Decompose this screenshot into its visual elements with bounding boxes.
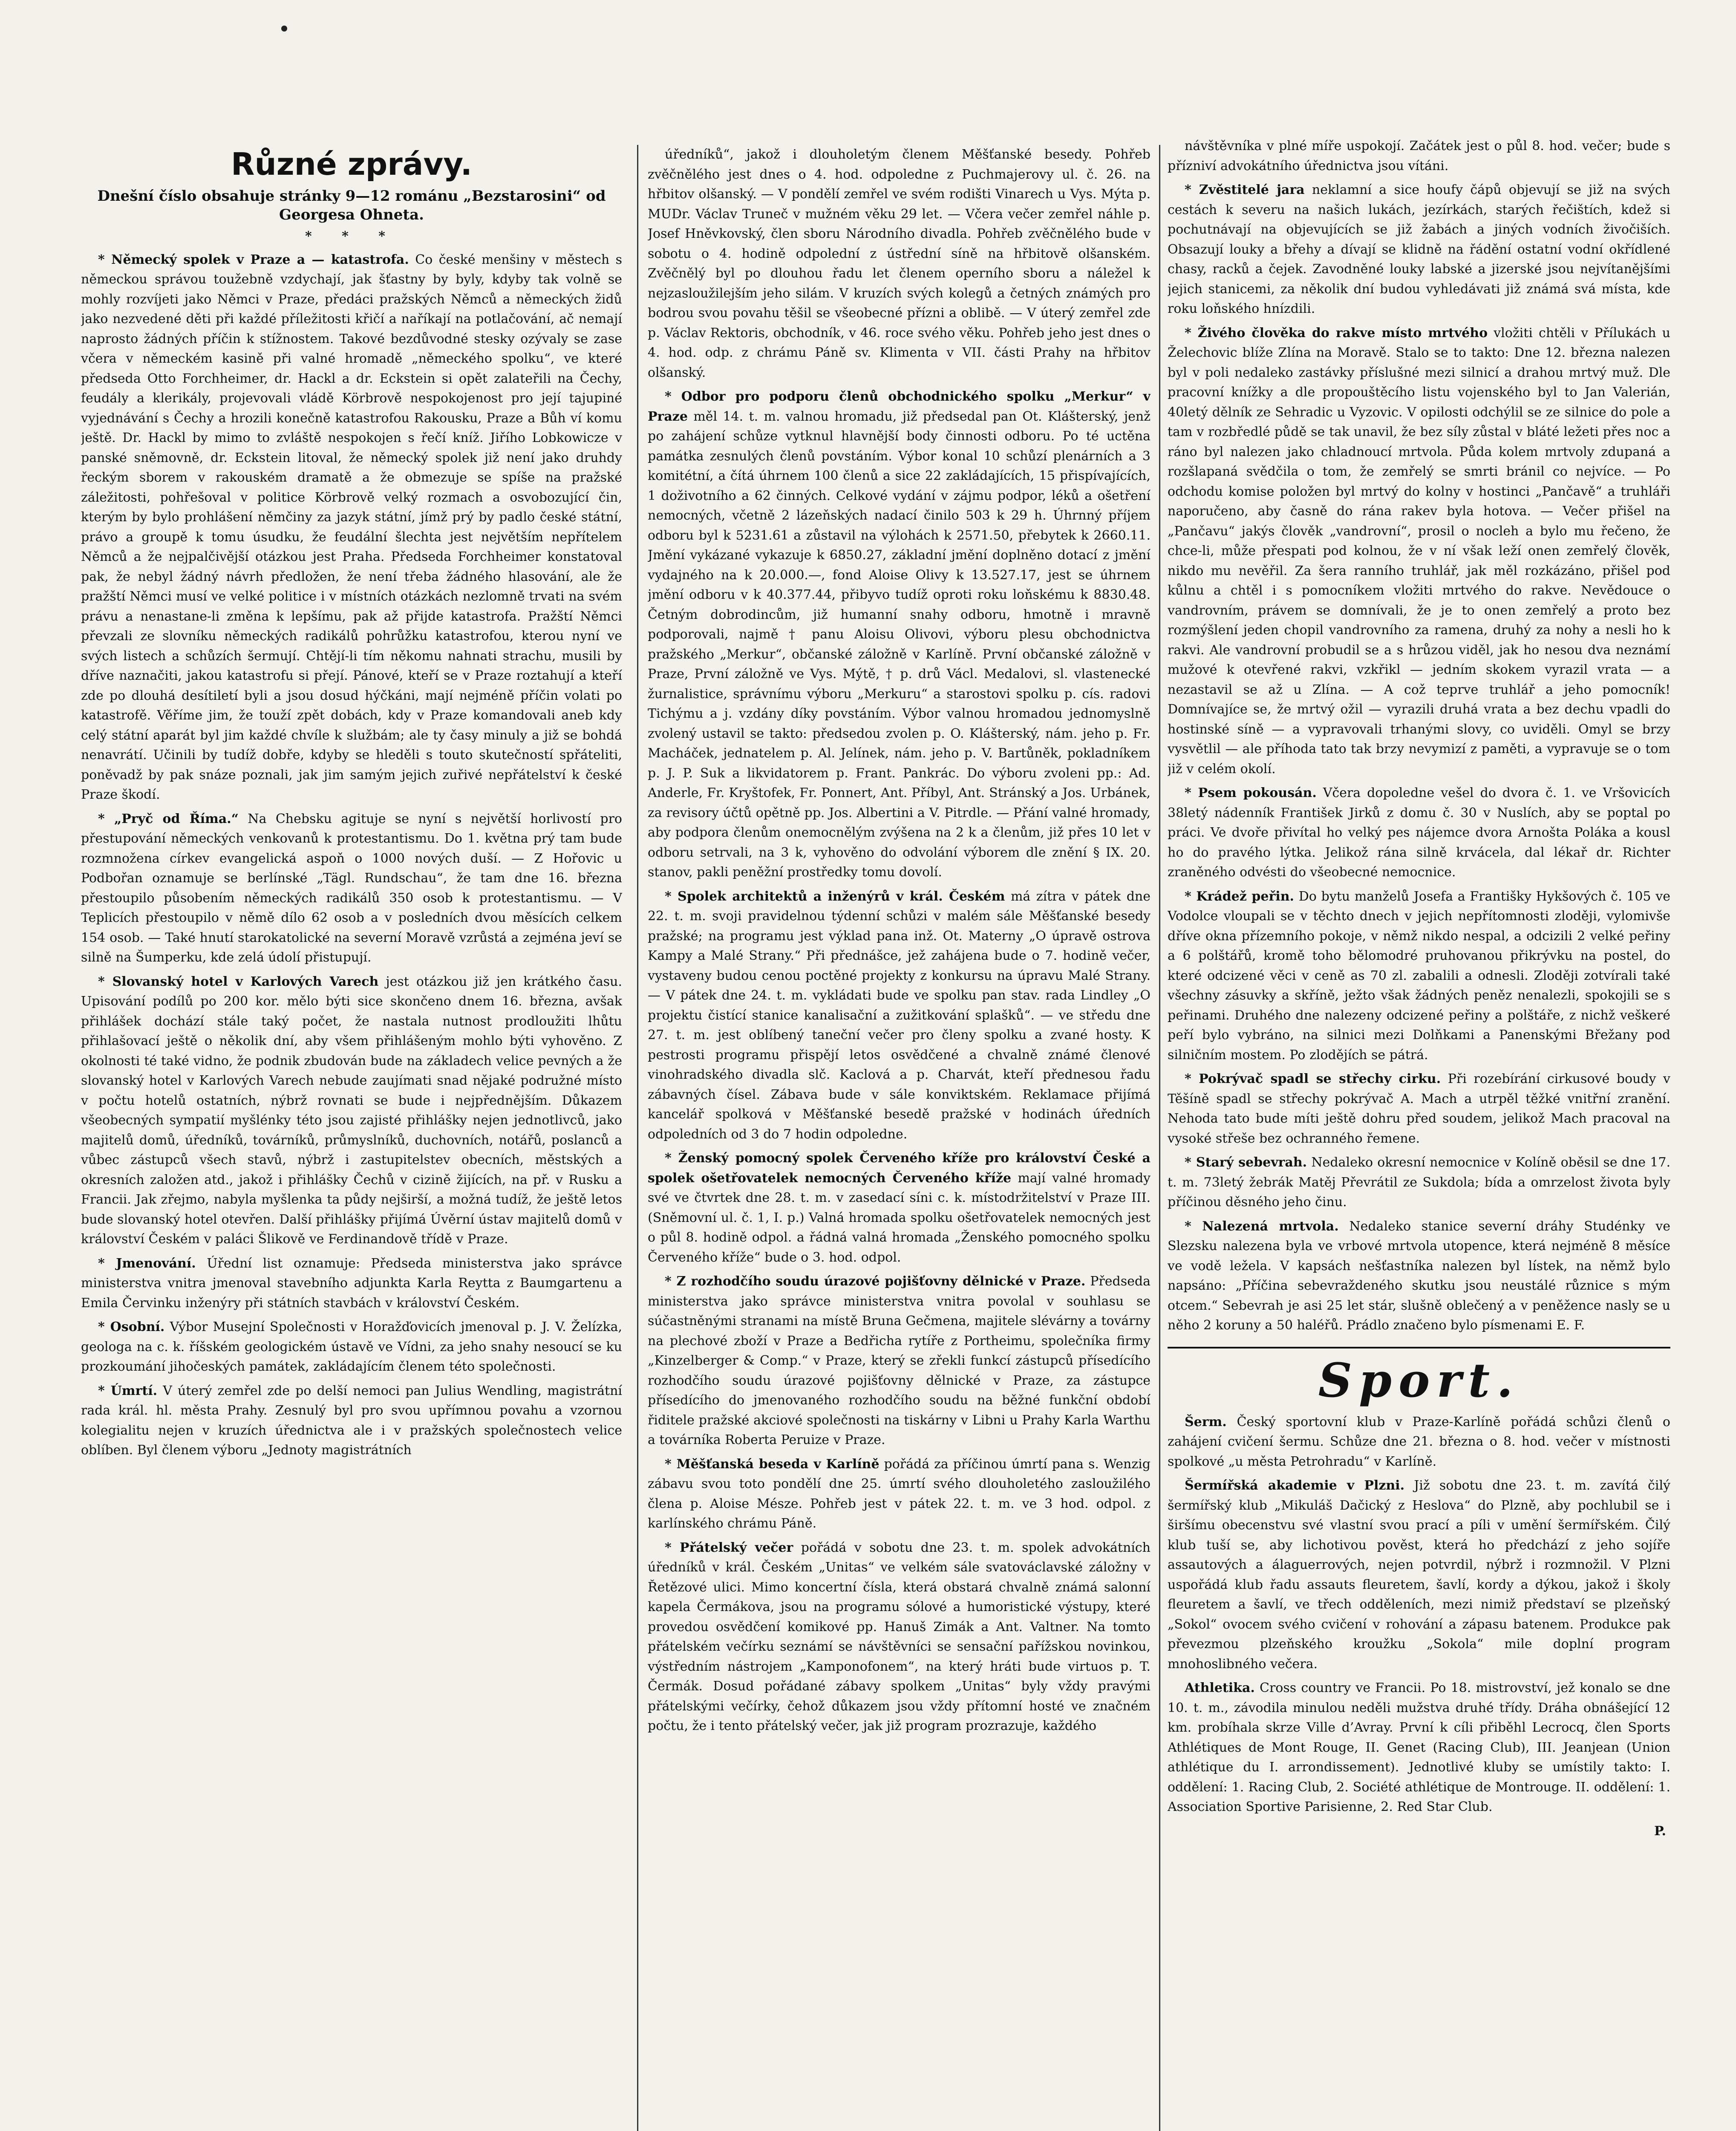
news-item [648,1455,1151,1534]
news-item-headline: * Odbor pro podporu členů obchodnického spolku „Merkur“ v Praze [648,389,1151,424]
news-items [1168,136,1670,1336]
news-item [1168,1678,1670,1817]
news-item-headline: * Psem pokousán. [1185,785,1317,800]
news-item [1168,1476,1670,1674]
news-item [648,145,1151,383]
news-item-headline: * Německý spolek v Praze a — katastrofa. [98,252,409,267]
news-item-body: Výbor Musejní Společnosti v Horažďovicích jmenoval p. J. V. Želízka, geologa na c. k. říšském geologickém ústavě ve Vídni, za jeho snahy nesoucí se ku prozkoumání jihočeských památek, zakládajícím členem této společnosti. [81,1320,622,1374]
author-signature: P. [1654,1823,1666,1839]
news-item [648,1272,1151,1450]
column-divider [637,145,638,2131]
news-item-headline: * Zvěstitelé jara [1185,182,1305,197]
news-item [1168,783,1670,883]
issue-notice: Dnešní číslo obsahuje stránky 9—12 románu „Bezstarosini“ od Georgesa Ohneta. [97,188,606,223]
news-item-body: V úterý zemřel zde po delší nemoci pan Julius Wendling, magistrátní rada král. hl. města Prahy. Zesnulý byl pro svou upřímnou povahu a vzornou kolegialitu nejen v kruzích úřednictva ale i v pražských společnostech velice oblíben. Byl členem výboru „Jednoty magistrátních [81,1383,622,1458]
news-item-headline: * „Pryč od Říma.“ [98,811,239,826]
sport-items [1168,1412,1670,1817]
news-item-headline: * Živého člověka do rakve místo mrtvého [1185,325,1488,341]
news-item [81,250,622,805]
news-item [1168,887,1670,1066]
print-speck [281,26,287,32]
news-item [1168,136,1670,176]
news-item-body: Český sportovní klub v Praze-Karlíně pořádá schůzi členů o zahájení cvičení šermu. Schůze dne 21. března o 8. hod. večer v místnosti spolkové „u města Petrohradu“ v Karlíně. [1168,1414,1670,1469]
news-item-headline: Šerm. [1185,1414,1227,1429]
news-item-body: vložiti chtěli v Přílukách u Želechovic blíže Zlína na Moravě. Stalo se to takto: Dne 12. března nalezen byl v poli nedaleko zastávky příslušné mezi silnicí a drahou mrtvý muž. Dle pracovní knížky a dle propouštěcího listu vojenského byl to Jan Valerián, 40letý dělník ze Sehradic u Vyzovic. V opilosti odchýlil se ze silnice do pole a tam v rozbředlé půdě se tak unavil, že bez síly zůstal v bláté ležeti přes noc a ráno byl nalezen jako chladnoucí mrtvola. Půda kolem mrtvoly zdupaná a rozšlapaná svědčila o tom, že zemřelý se smrti bránil co nejvíce. — Po odchodu komise položen byl mrtvý do kolny v hostinci „Pančavě“ a truhláři naporučeno, aby časně do rána rakev byla hotova. — Večer přišel na „Pančavu“ jakýs člověk „vandrovní“, prosil o nocleh a bylo mu řečeno, že chce-li, může přespati pod kolnou, že v ní však leží onen zemřelý člověk, nikdo mu nevěřil. Za šera ranního truhlář, jak měl rozkázáno, přišel pod kůlnu a chtěl i s pomocníkem vložiti mrtvého do rakve. Nevědouce o vandrovním, právem se domnívali, že je to onen zemřelý a proto bez rozmýšlení jeden chopil vandrovního za ramena, druhý za nohy a nesli ho k rakvi. Ale vandrovní probudil se a s hrůzou viděl, jak ho nesou dva neznámí mužové k otevřené rakvi, vzkřikl — jedním skokem vyrazil vrata — a nezastavil se až u Zlína. — A což teprve truhlář a jeho pomocník! Domnívajíce se, že mrtvý ožil — vyrazili druhá vrata a bez dechu vpadli do hostinské síně — a vypravovali trhanými slovy, co uviděli. Omyl se brzy vysvětlil — ale příhoda tato tak brzy nevymizí z paměti, a vypravuje se o tom již v celém okolí. [1168,325,1670,777]
news-item-body: pořádá v sobotu dne 23. t. m. spolek advokátních úředníků v král. Českém „Unitas“ ve velkém sále svatováclavské záložny v Řetězové ulici. Mimo koncertní čísla, která obstará chvalně známá salonní kapela Čermákova, jsou na programu sólové a humoristické výstupy, které provedou osvědčení komikové pp. Hanuš Zimák a Ant. Valtner. Na tomto přátelském večírku seznámí se návštěvníci se sensační pařížskou novinkou, výstředním nástrojem „Kamponofonem“, na který hráti bude virtuos p. T. Čermák. Dosud pořádané zábavy spolkem „Unitas“ byly vždy pravými přátelskými večírky, čehož důkazem jsou vždy přítomní hosté ve značném počtu, že i tento přátelský večer, jak již program prozrazuje, každého [648,1540,1151,1733]
news-item-headline: * Spolek architektů a inženýrů v král. Českém [665,889,1005,904]
news-items [81,250,622,1461]
news-item [1168,1217,1670,1336]
news-item-headline: Athletika. [1185,1681,1255,1695]
news-item-body: pořádá za příčinou úmrtí pana s. Wenzig zábavu svou toto pondělí dne 25. úmrtí svého dlouholetého zasloužilého člena p. Aloise Mésze. Pohřeb jest v pátek 22. t. m. ve 3 hod. odpol. z karlínského chrámu Páně. [648,1456,1151,1531]
news-item-headline: * Slovanský hotel v Karlových Varech [98,974,379,989]
ornament-stars: * * * [305,229,398,244]
news-item-headline: * Měšťanská beseda v Karlíně [665,1456,880,1472]
news-item-body: má zítra v pátek dne 22. t. m. svoji pravidelnou týdenní schůzi v malém sále Měšťanské besedy pražské; na programu jest výklad pana inž. Ot. Materny „O úpravě ostrova Kampy a Malé Strany.“ Při přednášce, jež zahájena bude o 7. hodině večer, vystaveny budou cenou poctěné projekty z konkursu na úpravu Malé Strany. — V pátek dne 24. t. m. vykládati bude ve spolku pan stav. rada Lindley „O projektu čistící stanice kanalisační a zužitkování splašků“. — ve středu dne 27. t. m. jest oblíbený taneční večer pro členy spolku a zvané hosty. K pestrosti programu přispějí letos osvědčené a chvalně známé členové vinohradského divadla slč. Kaclová a p. Charvát, kteří přednesou řadu zábavných čísel. Zábava bude v sále konviktském. Reklamace přijímá kancelář spolková v Měšťanské besedě pražské v hodinách úředních odpoledních od 3 do 7 hodin odpoledne. [648,889,1151,1142]
news-item-headline: * Pokrývač spadl se střechy cirku. [1185,1071,1441,1086]
news-item-headline: * Úmrtí. [98,1383,158,1398]
news-item [1168,180,1670,319]
news-item [1168,323,1670,780]
news-item-body: úředníků“, jakož i dlouholetým členem Měšťanské besedy. Pohřeb zvěčnělého jest dnes o 4. hod. odpoledne z Puchmajerovy ul. č. 26. na hřbitov olšanský. — V pondělí zemřel ve svém rodišti Vinarech u Vys. Mýta p. MUDr. Václav Truneč v mužném věku 29 let. — Včera večer zemřel náhle p. Josef Hněvkovský, člen sboru Národního divadla. Pohřeb zvěčnělého bude v sobotu o 4. hodině odpolední z ústřední síně na hřbitově olšanském. Zvěčnělý byl po dlouhou řadu let členem operního sboru a náležel k nejzasloužilejším jeho silám. V kruzích svých kolegů a četných známých pro bodrou svou povahu těšil se všeobecné přízni a oblibě. — V úterý zemřel zde p. Václav Rektoris, obchodník, v 46. roce svého věku. Pohřeb jeho jest dnes o 4. hod. odp. z chrámu Páně sv. Klimenta v VII. části Prahy na hřbitov olšanský. [648,147,1151,380]
news-item [1168,1412,1670,1472]
sport-section-title: Sport. [1318,1352,1520,1408]
news-item-body: Při rozebírání cirkusové boudy v Těšíně spadl se střechy pokrývač A. Mach a utrpěl těžké vnitřní zranění. Nehoda tato bude míti ještě dohru před soudem, jelikož Mach pracoval na vysoké střeše bez ochranného řemene. [1168,1071,1670,1146]
news-item-body: Na Chebsku agituje se nyní s největší horlivostí pro přestupování německých venkovanů k protestantismu. Do 1. května prý tam bude rozmnožena církev evangelická aspoň o 1000 nových duší. — Z Hořovic u Podbořan oznamuje se berlínské „Tägl. Rundschau“, že tam dne 16. března přestoupilo působením německých radikálů 350 osob k protestantismu. — V Teplicích přestoupilo v němě dílo 62 osob a v posledních dvou měsících celkem 154 osob. — Také hnutí starokatolické na severní Moravě vzrůstá a zejména jeví se silně na Šumperku, kde zelá údolí přistupují. [81,811,622,965]
news-item-body: Nedaleko stanice severní dráhy Studénky ve Slezsku nalezena byla ve vrbové mrtvola utopence, která nejméně 8 měsíce ve vodě ležela. V kapsách nešťastníka nalezen byl lístek, na němž bylo napsáno: „Příčina sebevraždeného skutku jsou neustálé různice s mým otcem.“ Sebevrah je asi 25 let stár, slušně oblečený a v peněžence nasly se u něho 2 koruny a 50 haléřů. Prádlo značeno bylo písmenami E. F. [1168,1219,1670,1333]
news-item-headline: * Ženský pomocný spolek Červeného kříže pro království České a spolek ošetřovatelek nemocných Červeného kříže [648,1151,1151,1186]
news-item [648,1538,1151,1736]
news-item-headline: * Přátelský večer [665,1540,793,1555]
news-item-body: Nedaleko okresní nemocnice v Kolíně oběsil se dne 17. t. m. 73letý žebrák Matěj Převrátil ze Sukdola; bída a omrzelost života byly příčinou děsného jeho činu. [1168,1155,1670,1210]
news-item-body: měl 14. t. m. valnou hromadu, již předsedal pan Ot. Klášterský, jenž po zahájení schůze vytknul hlavnější body činnosti odboru. Po té uctěna památka zesnulých členů povstáním. Výbor konal 10 schůzí plenárních a 3 komitétní, a čítá úhrnem 100 členů a sice 22 zakládajících, 15 přispívajících, 1 doživotního a 62 činných. Celkové vydání v zájmu podpor, léků a ošetření nemocných, včetně 2 lázeňských nadací činilo 503 k 29 h. Úhrnný příjem odboru byl k 5231.61 a zůstavil na výlohách k 2571.50, přebytek k 2660.11. Jmění vykázané vykazuje k 6850.27, základní jmění doplněno dotací z jmění vydajného na k 20.000.—, fond Aloise Olivy k 13.527.17, jest se úhrnem jmění odboru v k 40.377.44, přibyvo tudíž oproti roku loňskému k 8830.48. Četným dobrodincům, již humanní snahy odboru, hmotně i mravně podporovali, najmě † panu Aloisu Olivovi, výboru plesu obchodnictva pražského „Merkur“, občanské záložně v Karlíně. První občanské záložně v Praze, První záložně ve Vys. Mýtě, † p. drů Václ. Medalovi, sl. vlastenecké žurnalistice, správnímu výboru „Merkuru“ a starostovi spolku p. cís. radovi Tichýmu a j. vzdány díky povstáním. Výbor valnou hromadou jednomyslně zvolený ustavil se takto: předsedou zvolen p. O. Klášterský, nám. jeho p. Fr. Macháček, jednatelem p. Al. Jelínek, nám. jeho p. V. Bartůněk, pokladníkem p. J. P. Suk a likvidatorem p. Frant. Pankrác. Do výboru zvoleni pp.: Ad. Anderle, Fr. Kryštofek, Fr. Ponnert, Ant. Příbyl, Ant. Stránský a Jos. Urbánek, za revisory účtů opětně pp. Jos. Albertini a V. Pitrdle. — Přání valné hromady, aby podpora členům onemocnělým zvýšena na 2 k a členům, již přes 10 let v odboru setrvali, na 3 k, vyhověno do odvolání výborem dle znění § IX. 20. stanov, pakli peněžní prostředky tomu dovolí. [648,409,1151,880]
news-item [81,1254,622,1314]
news-item [648,387,1151,883]
news-item-body: Co české menšiny v městech s německou správou toužebně vzdychají, jak šťastny by byly, kdyby tak volně se mohly rozvíjeti jako Němci v Praze, předáci pražských Němců a německých židů jako nezvedené děti při každé příležitosti křičí a naříkají na potlačování, ač nemají naprosto žádných příčin k stížnostem. Takové bezdůvodné stesky ozývaly se zase včera v německém kasině při valné hromadě „německého spolku“, ve které předseda Otto Forchheimer, dr. Hackl a dr. Eckstein si opět zalateřili na Čechy, feudály a klerikály, projevovali vládě Körbrově nespokojenost pro její tajupiné vyjednávání s Čechy a hrozili konečně katastrofou Rakousku, Praze a Bůh ví komu ještě. Dr. Hackl by mimo to zvláště nespokojen s řečí kníž. Jiřího Lobkowicze v panské sněmovně, dr. Eckstein litoval, že německý spolek již není jako druhdy řeckým sborem v rakouském dramatě a že obmezuje se spíše na pražské záležitosti, pohřešoval v politice Körbrově velký rozmach a osvobozující čin, kterým by bylo prohlášení němčiny za jazyk státní, jímž prý by padlo české státní, právo a groupě k tomu úsudku, že feudální šlechta jest největším nepřítelem Němců a že nejpalčivější otázkou jest Praha. Předseda Forchheimer konstatoval pak, že nebyl žádný návrh předložen, že není třeba žádného hlasování, ale že pražští Němci musí ve velké politice i v místních otázkách nezlomně trvati na svém právu a nenastane-li změna k lepšímu, pak až přijde katastrofa. Pražští Němci převzali ze slovníku německých radikálů pohrůžku katastrofou, kterou nyní ve svých listech a schůzích šermují. Chtějí-li tím někomu nahnati strachu, musili by dříve naznačiti, jakou katastrofu si přejí. Pánové, kteří se v Praze roztahují a kteří zde po dlouhá desítiletí byli a jsou dosud hýčkáni, mají nejméně příčin volati po katastrofě. Věříme jim, že touží zpět dobách, kdy v Praze komandovali aneb kdy celý státní aparát byl jim každé chvíle k službám; ale ty časy minuly a již se bohdá nenavrátí. Učinili by tudíž dobře, kdyby se hleděli s touto skutečností spřáteliti, poněvadž by pak snáze poznali, jak jim samým jejich zuřivé nepřátelství k české Praze škodí. [81,252,622,802]
news-item-body: Úřední list oznamuje: Předseda ministerstva jako správce ministerstva vnitra jmenoval stavebního adjunkta Karla Reytta z Baumgartenu a Emila Červinku inženýry při státních stavbách v království Českém. [81,1256,622,1311]
news-item-headline: * Starý sebevrah. [1185,1155,1307,1170]
news-item-body: Cross country ve Francii. Po 18. mistrovství, jež konalo se dne 10. t. m., závodila minulou neděli mužstva druhé třídy. Dráha obnášející 12 km. probíhala skrze Ville d’Avray. První k cíli přiběhl Lecrocq, člen Sports Athlétiques de Mont Rouge, II. Genet (Racing Club), III. Jeanjean (Union athlétique du I. arrondissement). Jednotlivé kluby se umístily takto: I. oddělení: 1. Racing Club, 2. Société athlétique de Montrouge. II. oddělení: 1. Association Sportive Parisienne, 2. Red Star Club. [1168,1681,1670,1814]
news-item-body: Do bytu manželů Josefa a Františky Hykšových č. 105 ve Vodolce vloupali se v těchto dnech v jejich nepřítomnosti zloději, vylomivše dříve okna přízemního pokoje, v němž nikdo nespal, a odcizili 2 velké peřiny a 6 polštářů, kromě toho bělomodré pruhovanou přikrývku na postel, do které odcizené věci v ceně as 70 zl. zabalili a odnesli. Zloději zotvírali také všechny zásuvky a skříně, ježto však žádných peněz nenalezli, spokojili se s peřinami. Druhého dne nalezeny odcizené peřiny a polštáře, z nichž veškeré peří bylo vybráno, na silnici mezi Dolňkami a Panenskými Břežany pod silničním mostem. Po zlodějích se pátrá. [1168,889,1670,1063]
news-item [1168,1153,1670,1213]
news-item [81,809,622,968]
column-divider [1159,145,1160,2131]
news-item-body: návštěvníka v plné míře uspokojí. Začátek jest o půl 8. hod. večer; bude s přízniví advokátního úřednictva jsou vítáni. [1168,139,1670,173]
news-item-body: neklamní a sice houfy čápů objevují se již na svých cestách k severu na našich lukách, jezírkách, starých řečištích, kdež si pochutnávají na objevujících se již žabách a jiných vodních živočiších. Obsazují louky a břehy a dívají se klidně na řádění ostatní vodní okřídlené chasy, racků a čejek. Zavodněné louky labské a jizerské jsou nejvítanějšími jejich stanicemi, za několik dní budou vyhledávati již známá svá místa, kde roku loňského hnízdili. [1168,182,1670,316]
news-items [648,145,1151,1736]
news-item-headline: * Krádež peřin. [1185,889,1294,904]
news-item [648,1149,1151,1268]
section-divider [1168,1347,1670,1348]
news-item [81,1381,622,1461]
news-item-headline: * Jmenování. [98,1256,196,1271]
section-title: Různé zprávy. [231,146,472,182]
news-item [1168,1069,1670,1149]
news-item-body: jest otázkou již jen krátkého času. Upisování podílů po 200 kor. mělo býti sice skončeno dnem 16. března, avšak přihlášek dochází stále taký počet, že nastala nutnost prodloužiti lhůtu přihlašovací ještě o několik dní, aby všem přihlášeným mohlo býti vyhověno. Z okolnosti té také vidno, že podnik zbudován bude na základech velice pevných a že slovanský hotel v Karlových Varech nebude zaujímati snad nějaké podružné místo v počtu hotelů ostatních, nýbrž rovnati se bude i nejpřednějším. Důkazem všeobecných sympatií myšlénky této jsou zajisté přihlášky nejen jednotlivců, jako majitelů domů, úředníků, továrníků, průmyslníků, duchovních, notářů, poslanců a vůbec zástupců všech stavů, nýbrž i zastupitelstev obecních, městských a okresních založen atd., jakož i přihlášky Čechů v cizině žijících, na př. v Rusku a Francii. Jak zřejmo, nabyla myšlenka ta půdy nejširší, a možná tudíž, že ještě letos bude slovanský hotel otevřen. Další přihlášky přijímá Úvěrní ústav majitelů domů v království Českém v paláci Šlikově ve Ferdinandově třídě v Praze. [81,974,622,1247]
news-item-headline: * Nalezená mrtvola. [1185,1219,1339,1234]
news-item [81,972,622,1250]
news-item-headline: * Z rozhodčího soudu úrazové pojišťovny dělnické v Praze. [665,1274,1086,1289]
news-item [81,1317,622,1377]
news-item-headline: * Osobní. [98,1320,165,1334]
news-item [648,887,1151,1145]
news-item-body: Včera dopoledne vešel do dvora č. 1. ve Vršovicích 38letý nádenník František Jirků z domu č. 30 v Nuslích, aby se poptal po práci. Ve dvoře přivítal ho velký pes nájemce dvora Arnošta Poláka a kousl ho do pravého lýtka. Jelikož rána silně krvácela, dal lékař dr. Richter zraněného odvésti do všeobecné nemocnice. [1168,785,1670,880]
news-item-body: mají valné hromady své ve čtvrtek dne 28. t. m. v zasedací síni c. k. místodržitelství v Praze III. (Sněmovní ul. č. 1, I. p.) Valná hromada spolku ošetřovatelek nemocných jest o půl 8. hodině odpol. a řádná valná hromada „Ženského pomocného spolku Červeného kříže“ bude o 3. hod. odpol. [648,1170,1151,1265]
news-item-body: Již sobotu dne 23. t. m. zavítá čilý šermířský klub „Mikuláš Dačický z Heslova“ do Plzně, aby pochlubil se i širšímu obecenstvu své vlastní svou prací a píli v umění šermířském. Čilý klub tuší se, aby lichotivou pověst, která ho předchází z jeho sojíře assautových a álaguerrových, nejen potvrdil, nýbrž i rozmnožil. V Plzni uspořádá klub řadu assauts fleuretem, šavlí, kordy a dýkou, jakož i školy fleuretem a šavlí, ve třech odděleních, mezi nimiž představí se plzeňský „Sokol“ ovocem svého cvičení v rohování a zápasu batenem. Produkce pak převezmou plzeňského kroužku „Sokola“ mile doplní program mnohoslibného večera. [1168,1478,1670,1672]
column-2 [648,145,1151,2131]
column-1 [81,145,622,2131]
news-item-headline: Šermířská akademie v Plzni. [1185,1478,1405,1493]
column-3 [1168,136,1670,2131]
news-item-body: Předseda ministerstva jako správce ministerstva vnitra povolal v souhlasu se súčastněnými stranami na místě Bruna Gečmena, majitele slévárny a továrny na plechové zboží v Praze a Bedřicha rytíře z Portheimu, společníka firmy „Kinzelberger & Comp.“ v Praze, který se zřekli funkcí zástupců přísedícího rozhodčího soudu úrazové pojišťovny dělnické v Praze, za zástupce přísedícího do jmenovaného rozhodčího soudu na běžné funkční období řiditele pražské akciové společnosti na tiskárny v Libni u Prahy Karla Warthu a továrníka Roberta Peruize v Praze. [648,1274,1151,1447]
